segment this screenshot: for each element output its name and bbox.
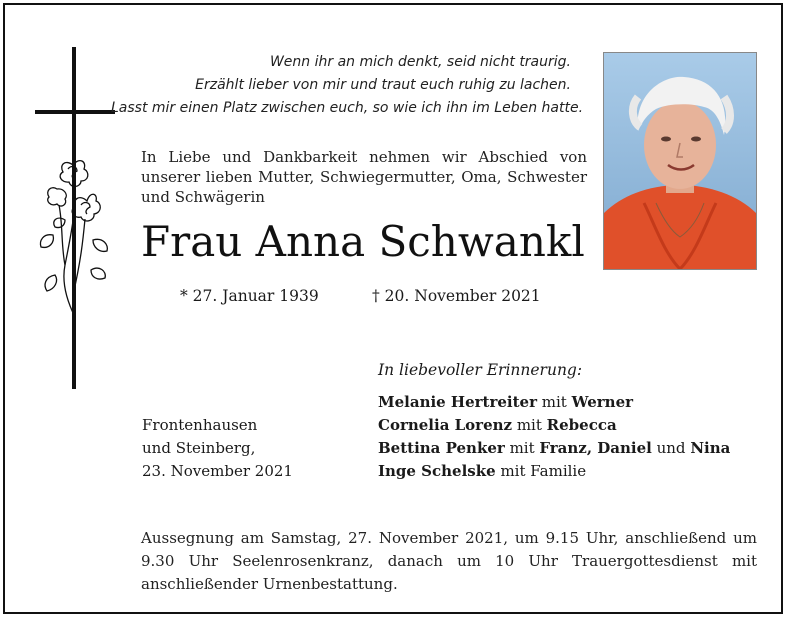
mourners-list [378,391,730,483]
death-date: † 20. November 2021 [372,287,541,305]
place-line: und Steinberg, [142,439,256,457]
mourner-name: Werner [571,393,634,411]
mourner-connector: mit Familie [495,462,587,480]
place-line: Frontenhausen [142,416,258,434]
intro-text: In Liebe und Dankbarkeit nehmen wir Abschied von unserer lieben Mutter, Schwiegermutter, Oma, Schwester und Schwägerin [141,148,587,206]
verse-line: Wenn ihr an mich denkt, seid nicht traurig. [269,54,571,70]
roses-icon [35,145,115,320]
verse-line: Lasst mir einen Platz zwischen euch, so wie ich ihn im Leben hatte. [111,100,584,116]
deceased-name: Frau Anna Schwankl [141,217,585,266]
verse-line: Erzählt lieber von mir und traut euch ruhig zu lachen. [195,77,571,93]
mourner-name: Franz, Daniel [539,439,652,457]
mourner-name: Cornelia Lorenz [378,416,513,434]
mourner-connector: und [651,439,691,457]
mourner-name: Nina [690,439,731,457]
mourner-line [378,437,730,460]
mourner-connector: mit [537,393,572,411]
obituary-frame [3,3,783,614]
cross-icon-bar [35,110,115,114]
portrait-photo [603,52,757,270]
birth-date: * 27. Januar 1939 [180,287,319,305]
mourner-name: Melanie Hertreiter [378,393,538,411]
place-date [142,414,293,483]
mourner-line [378,460,730,483]
memory-title: In liebevoller Erinnerung: [378,361,583,379]
verse [111,51,584,120]
mourner-connector: mit [504,439,540,457]
mourner-name: Inge Schelske [378,462,496,480]
mourner-connector: mit [512,416,547,434]
mourner-name: Bettina Penker [378,439,505,457]
service-info: Aussegnung am Samstag, 27. November 2021, um 9.15 Uhr, anschließend um 9.30 Uhr Seelenrosenkranz, danach um 10 Uhr Trauergottesdienst mit anschließender Urnenbestattung. [141,529,757,593]
place-line: 23. November 2021 [142,462,293,480]
mourner-line [378,391,730,414]
mourner-name: Rebecca [546,416,617,434]
mourner-line [378,414,730,437]
